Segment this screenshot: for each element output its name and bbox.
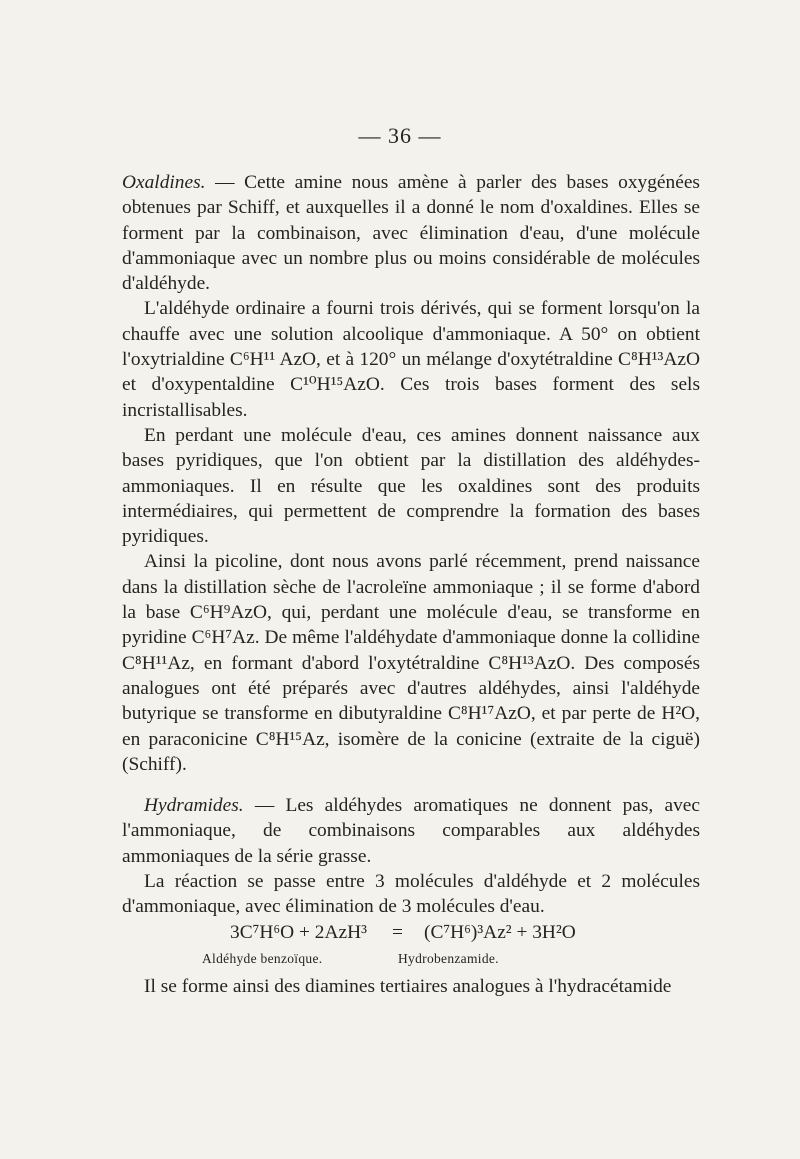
page-number: — 36 — bbox=[358, 123, 442, 148]
paragraph-oxaldines-intro bbox=[122, 170, 700, 296]
equation-equals-sign: = bbox=[392, 921, 403, 943]
equation-reactants: 3C⁷H⁶O + 2AzH³ bbox=[230, 921, 367, 943]
caption-hydrobenzamide: Hydrobenzamide. bbox=[398, 950, 499, 966]
dash: — bbox=[254, 795, 286, 817]
section-title-hydramides: Hydramides. bbox=[144, 795, 244, 817]
paragraph-text: Les aldéhydes aromatiques ne donnent pas, avec l'ammoniaque, de combinaisons comparables aux aldéhydes ammoniaques de la série grasse. bbox=[122, 795, 700, 867]
paragraph-text: Cette amine nous amène à parler des bases oxygénées obtenues par Schiff, et auxquelles il a donné le nom d'oxaldines. Elles se forment par la combinaison, avec élimination d'eau, d'une molécule d'ammoniaque avec un nombre plus ou moins considérable de molécules d'aldéhyde. bbox=[122, 172, 700, 295]
dash: — bbox=[215, 172, 245, 193]
paragraph-aldehyde-ordinaire: L'aldéhyde ordinaire a fourni trois dérivés, qui se forment lorsqu'on la chauffe avec une solution alcoolique d'ammoniaque. A 50° on obtient l'oxytrialdine C⁶H¹¹ AzO, et à 120° un mélange d'oxytétraldine C⁸H¹³AzO et d'oxypentaldine C¹⁰H¹⁵AzO. Ces trois bases forment des sels incristallisables. bbox=[122, 298, 700, 421]
caption-aldehyde-benzoique: Aldéhyde benzoïque. bbox=[202, 950, 323, 966]
equation-products: (C⁷H⁶)³Az² + 3H²O bbox=[424, 921, 576, 943]
section-title-oxaldines: Oxaldines. bbox=[122, 172, 206, 193]
paragraph-diamines: Il se forme ainsi des diamines tertiaires analogues à l'hydracétamide bbox=[144, 975, 672, 997]
paragraph-hydramides-intro bbox=[122, 793, 700, 869]
chemical-equation bbox=[122, 922, 700, 948]
paragraph-reaction: La réaction se passe entre 3 molécules d'aldéhyde et 2 molécules d'ammoniaque, avec élimination de 3 molécules d'eau. bbox=[122, 871, 700, 918]
paragraph-bases-pyridiques: En perdant une molécule d'eau, ces amines donnent naissance aux bases pyridiques, que l'on obtient par la distillation des aldéhydes-ammoniaques. Il en résulte que les oxaldines sont des produits intermédiaires, qui permettent de comprendre la formation des bases pyridiques. bbox=[122, 424, 700, 548]
page-body bbox=[122, 170, 700, 999]
equation-captions bbox=[122, 948, 700, 970]
paragraph-picoline: Ainsi la picoline, dont nous avons parlé récemment, prend naissance dans la distillation sèche de l'acroleïne ammoniaque ; il se forme d'abord la base C⁶H⁹AzO, qui, perdant une molécule d'eau, se transforme en pyridine C⁶H⁷Az. De même l'aldéhydate d'ammoniaque donne la collidine C⁸H¹¹Az, en formant d'abord l'oxytétraldine C⁸H¹³AzO. Des composés analogues ont été préparés avec d'autres aldéhydes, ainsi l'aldéhyde butyrique se transforme en dibutyraldine C⁸H¹⁷AzO, et par perte de H²O, en paraconicine C⁸H¹⁵Az, isomère de la conicine (extraite de la ciguë) (Schiff). bbox=[122, 551, 700, 775]
